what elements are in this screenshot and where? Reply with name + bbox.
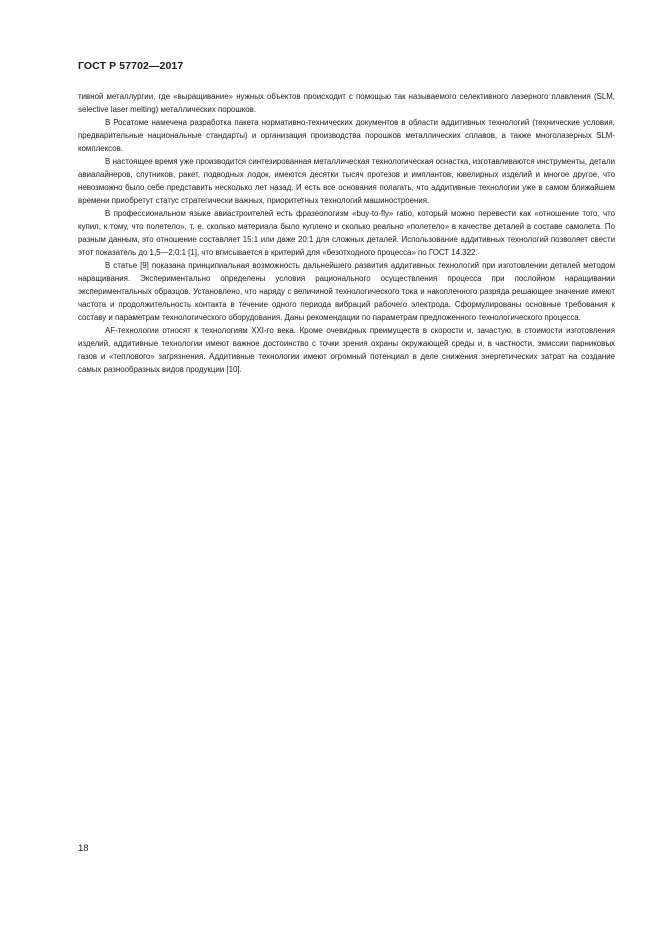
page-number: 18 bbox=[78, 843, 89, 854]
body-text bbox=[78, 90, 615, 376]
paragraph-buy-to-fly: В профессиональном языке авиастроителей есть фразеологизм «buy-to-fly» ratio, который можно перевести как «отношение того, что купил, к тому, что полетело», т. е. сколько материала было куплено и сколько реально «полетело» в качестве деталей в составе самолета. По разным данным, это отношение составляет 15:1 или даже 20:1 для сложных деталей. Использование аддитивных технологий позволяет свести этот показатель до 1,5—2,0:1 [1], что вписывается в критерий для «безотходного процесса» по ГОСТ 14.322. bbox=[78, 209, 615, 257]
paragraph-af-technologies: AF-технологии относят к технологиям XXI-го века. Кроме очевидных преимуществ в скорости и, зачастую, в стоимости изготовления изделий, аддитивные технологии имеют важное достоинство с точки зрения охраны окружающей среды и, в частности, эмиссии парниковых газов и «теплового» загрязнения. Аддитивные технологии имеют огромный потенциал в деле снижения энергетических затрат на создание самых разнообразных видов продукции [10]. bbox=[78, 326, 615, 374]
paragraph-current-production: В настоящее время уже производится синтезированная металлическая технологическая оснастка, изготавливаются инструменты, детали авиалайнеров, спутников, ракет, подводных лодок, имеются десятки тысяч протезов и имплантов, ювелирных изделий и многое другое, что невозможно было себе представить несколько лет назад. И есть все основания полагать, что аддитивные технологии уже в самом ближайшем времени приобретут статус стратегически важных, приоритетных технологий машиностроения. bbox=[78, 157, 615, 205]
paragraph-continuation: тивной металлургии, где «выращивание» нужных объектов происходит с помощью так называемого селективного лазерного плавления (SLM, selective laser melting) металлических порошков. bbox=[78, 92, 615, 114]
paragraph-article-9: В статье [9] показана принципиальная возможность дальнейшего развития аддитивных технологий при изготовлении деталей методом наращивания. Экспериментально определены условия рационального осуществления процесса при послойном наращивании экспериментальных образцов. Установлено, что наряду с величиной технологического тока и накопленного разряда решающее значение имеют частота и продолжительность контакта в течение одного периода вибраций рабочего электрода. Сформулированы основные требования к составу и параметрам технологического оборудования. Даны рекомендации по параметрам предложенного технологического процесса. bbox=[78, 261, 615, 322]
page-header-standard-code: ГОСТ Р 57702—2017 bbox=[78, 60, 184, 72]
paragraph-rosatom: В Росатоме намечена разработка пакета нормативно-технических документов в области аддитивных технологий (технические условия, предварительные национальные стандарты) и организация производства порошков металлических сплавов, а также многолазерных SLM-комплексов. bbox=[78, 118, 615, 153]
